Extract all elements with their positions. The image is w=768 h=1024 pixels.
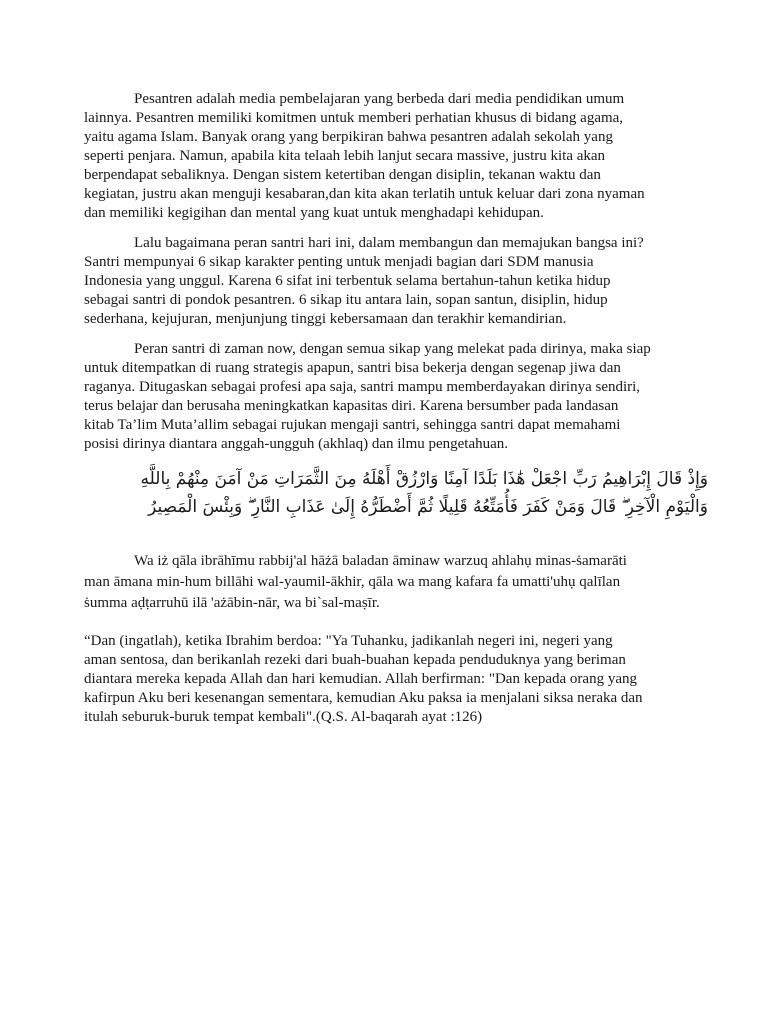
- arabic-line: وَالْيَوْمِ الْآخِرِ ۖ قَالَ وَمَنْ كَفَرَ فَأُمَتِّعُهُ قَلِيلًا ثُمَّ أَضْطَرُّهُ إِلَىٰ عَذَابِ النَّارِ ۖ وَبِئْسَ الْمَصِيرُ: [148, 497, 708, 517]
- arabic-verse: [84, 465, 708, 521]
- text-line: kafirpun Aku beri kesenangan sementara, kemudian Aku paksa ia menjalani siksa neraka dan: [84, 690, 643, 706]
- text-line: Indonesia yang unggul. Karena 6 sifat ini terbentuk selama bertahun-tahun ketika hidup: [84, 273, 611, 289]
- translation: [84, 632, 714, 727]
- text-line: lainnya. Pesantren memiliki komitmen untuk memberi perhatian khusus di bidang agama,: [84, 110, 624, 126]
- text-line: Peran santri di zaman now, dengan semua sikap yang melekat pada dirinya, maka siap: [134, 341, 651, 357]
- text-line: aman sentosa, dan berikanlah rezeki dari buah-buahan kepada penduduknya yang beriman: [84, 652, 626, 668]
- text-line: Santri mempunyai 6 sikap karakter penting untuk menjadi bagian dari SDM manusia: [84, 254, 594, 270]
- text-line: “Dan (ingatlah), ketika Ibrahim berdoa: "Ya Tuhanku, jadikanlah negeri ini, negeri yang: [84, 633, 613, 649]
- arabic-line: وَإِذْ قَالَ إِبْرَاهِيمُ رَبِّ اجْعَلْ هَٰذَا بَلَدًا آمِنًا وَارْزُقْ أَهْلَهُ مِنَ الثَّمَرَاتِ مَنْ آمَنَ مِنْهُمْ بِاللَّهِ: [140, 469, 708, 489]
- text-line: posisi dirinya diantara anggah-ungguh (akhlaq) dan ilmu pengetahuan.: [84, 436, 509, 452]
- text-line: sebagai santri di pondok pesantren. 6 sikap itu antara lain, sopan santun, disiplin, hidup: [84, 292, 608, 308]
- text-line: yaitu agama Islam. Banyak orang yang berpikiran bahwa pesantren adalah sekolah yang: [84, 129, 613, 145]
- text-line: terus belajar dan berusaha meningkatkan kapasitas diri. Karena bersumber pada landasan: [84, 398, 619, 414]
- text-line: diantara mereka kepada Allah dan hari kemudian. Allah berfirman: "Dan kepada orang yang: [84, 671, 637, 687]
- text-line: kegiatan, justru akan menguji kesabaran,dan kita akan terlatih untuk keluar dari zona nyaman: [84, 186, 645, 202]
- document-page: [84, 90, 714, 742]
- paragraph-2: [84, 234, 714, 329]
- text-line: Pesantren adalah media pembelajaran yang berbeda dari media pendidikan umum: [134, 91, 625, 107]
- text-line: seperti penjara. Namun, apabila kita telaah lebih lanjut secara massive, justru kita akan: [84, 148, 606, 164]
- text-line: Wa iż qāla ibrāhīmu rabbij'al hāżā baladan āminaw warzuq ahlahụ minas-ṡamarāti: [134, 553, 627, 569]
- text-line: sederhana, kejujuran, menjunjung tinggi kebersamaan dan terakhir kemandirian.: [84, 311, 567, 327]
- text-line: kitab Ta’lim Muta’allim sebagai rujukan mengaji santri, sehingga santri dapat memahami: [84, 417, 621, 433]
- text-line: itulah seburuk-buruk tempat kembali".(Q.S. Al-baqarah ayat :126): [84, 709, 483, 725]
- text-line: untuk ditempatkan di ruang strategis apapun, santri bisa bekerja dengan segenap jiwa dan: [84, 360, 621, 376]
- text-line: berpendapat sebaliknya. Dengan sistem ketertiban dengan disiplin, tekanan waktu dan: [84, 167, 601, 183]
- text-line: dan memiliki kegigihan dan mental yang kuat untuk menghadapi kehidupan.: [84, 205, 544, 221]
- text-line: Lalu bagaimana peran santri hari ini, dalam membangun dan memajukan bangsa ini?: [134, 235, 644, 251]
- paragraph-1: [84, 90, 714, 223]
- text-line: man āmana min-hum billāhi wal-yaumil-ākhir, qāla wa mang kafara fa umatti'uhụ qalīlan: [84, 574, 621, 590]
- transliteration: [84, 551, 714, 614]
- paragraph-3: [84, 340, 714, 454]
- text-line: raganya. Ditugaskan sebagai profesi apa saja, santri mampu memberdayakan dirinya sendiri,: [84, 379, 641, 395]
- text-line: ṡumma aḍṭarruhū ilā 'ażābin-nār, wa bi`sal-maṣīr.: [84, 595, 380, 611]
